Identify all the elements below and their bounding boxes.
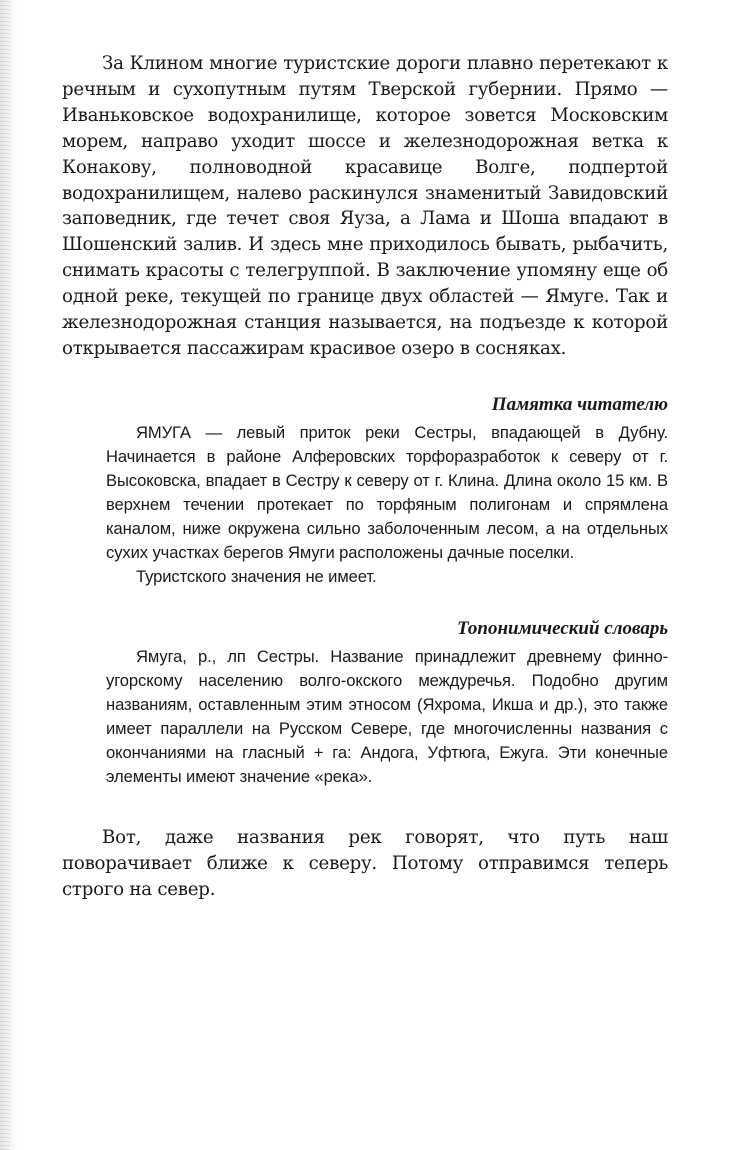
book-page bbox=[62, 51, 668, 903]
toponymic-text: Ямуга, р., лп Сестры. Название принадлежит древнему финно-угорскому населению волго-окского междуречья. Подобно другим названиям, оставленным этим этносом (Яхрома, Икша и др.), это также имеет параллели на Русском Севере, где многочисленны названия с окончаниями на гласный + га: Андога, Уфтюга, Ежуга. Эти конечные элементы имеют значение «река». bbox=[106, 646, 668, 786]
intro-paragraph: За Клином многие туристские дороги плавно перетекают к речным и сухопутным путям Тверской губернии. Прямо — Иваньковское водохранилище, которое зовется Московским морем, направо уходит шоссе и железнодорожная ветка к Конакову, полноводной красавице Волге, подпертой водохранилищем, налево раскинулся знаменитый Завидовский заповедник, где течет своя Яуза, а Лама и Шоша впадают в Шошенский залив. И здесь мне приходилось бывать, рыбачить, снимать красоты с телегруппой. В заключение упомяну еще об одной реке, текущей по границе двух областей — Ямуге. Так и железнодорожная станция называется, на подъезде к которой открывается пассажирам красивое озеро в сосняках. bbox=[62, 53, 668, 359]
toponymic-heading: Топонимический словарь bbox=[456, 617, 668, 639]
reader-note-text-2: Туристского значения не имеет. bbox=[136, 567, 377, 587]
reader-note-text: ЯМУГА — левый приток реки Сестры, впадающей в Дубну. Начинается в районе Алферовских торфоразработок к северу от г. Высоковска, впадает в Сестру к северу от г. Клина. Длина около 15 км. В верхнем течении протекает по торфяным полигонам и спрямлена каналом, ниже окружена сильно заболоченным лесом, а на отдельных сухих участках берегов Ямуги расположены дачные поселки. bbox=[106, 422, 668, 563]
closing-paragraph: Вот, даже названия рек говорят, что путь наш поворачивает ближе к северу. Потому отправимся теперь строго на север. bbox=[62, 827, 668, 900]
scan-edge bbox=[0, 0, 10, 1150]
toponymic-block bbox=[106, 645, 668, 790]
reader-note-heading: Памятка читателю bbox=[491, 393, 668, 415]
reader-note-block bbox=[106, 421, 668, 590]
